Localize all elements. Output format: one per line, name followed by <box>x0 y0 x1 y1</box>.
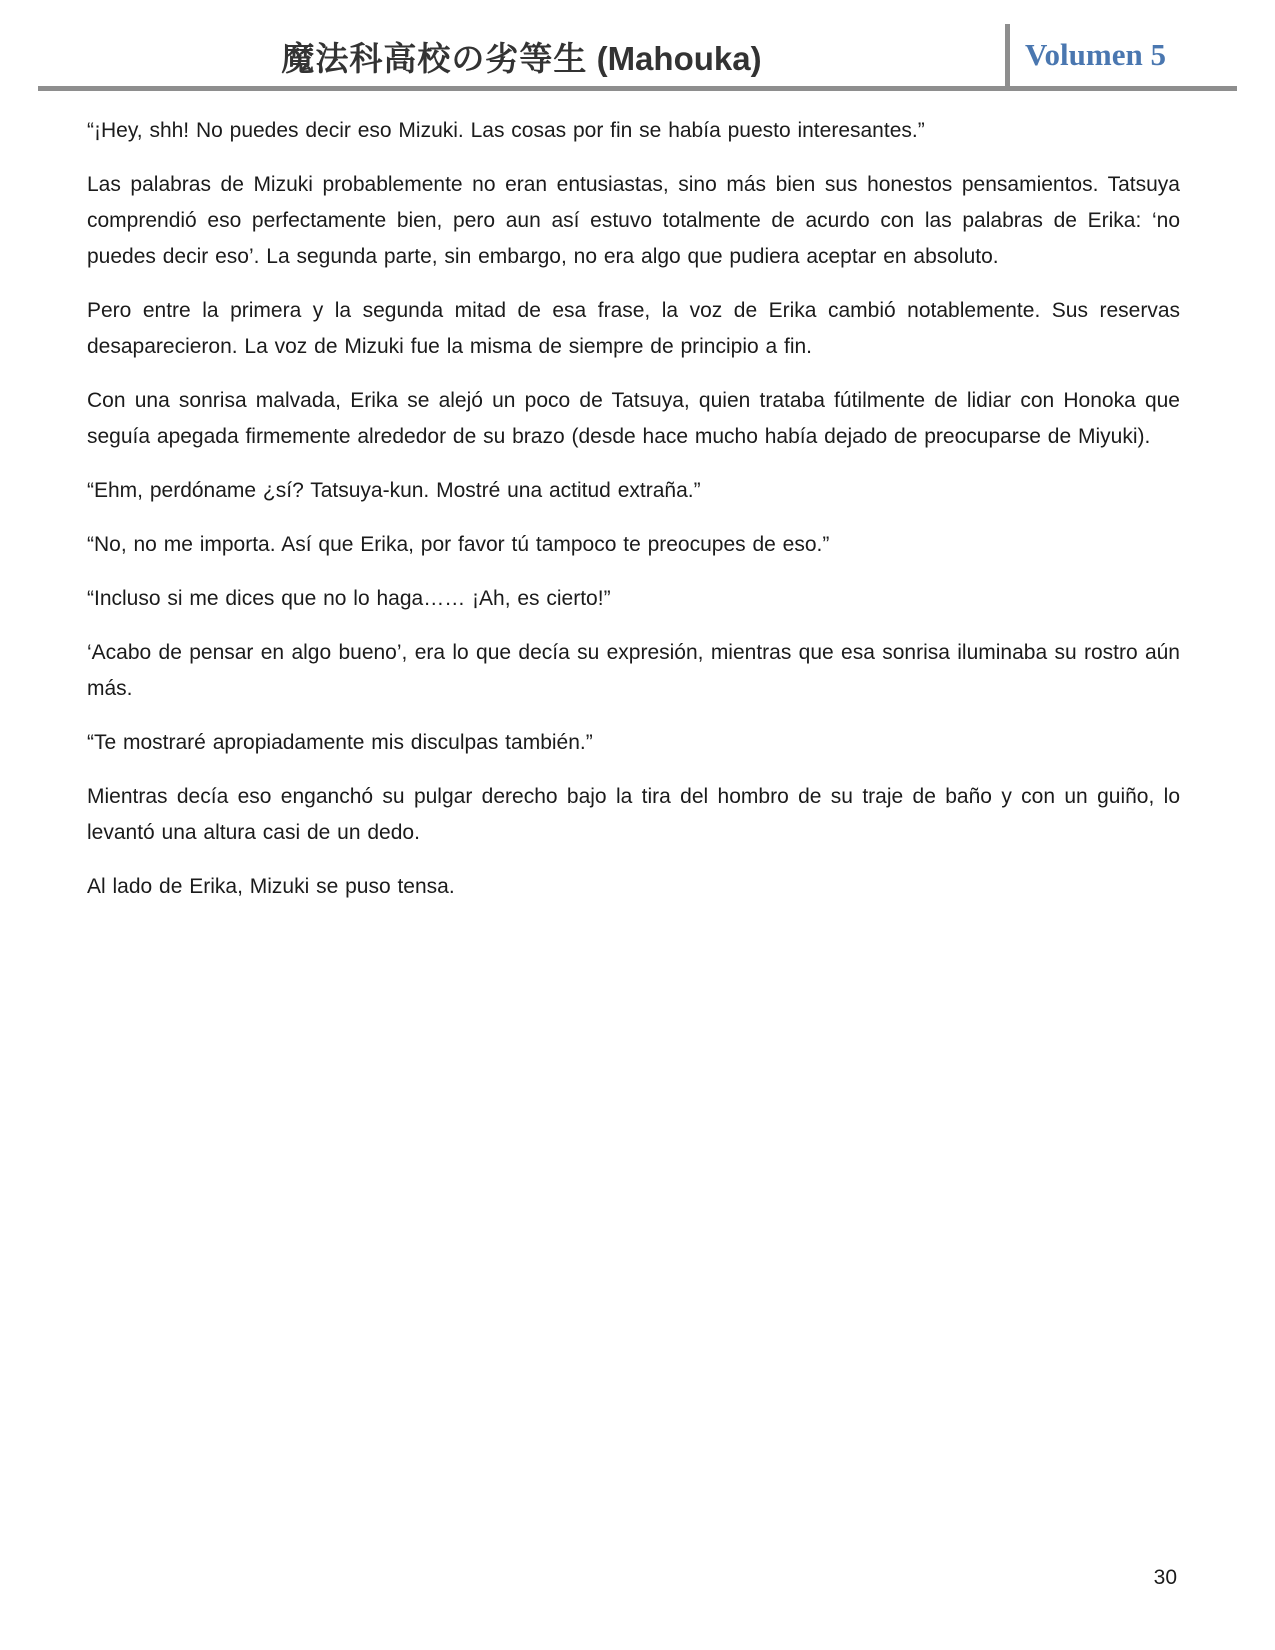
volume-label-box <box>1005 24 1237 86</box>
paragraph: “¡Hey, shh! No puedes decir eso Mizuki. Las cosas por fin se había puesto interesantes.” <box>87 119 925 142</box>
paragraph: Las palabras de Mizuki probablemente no eran entusiastas, sino más bien sus honestos pensamientos. Tatsuya comprendió eso perfectamente bien, pero aun así estuvo totalmente de acurdo con las palabras de Erika: ‘no puedes decir eso’. La segunda parte, sin embargo, no era algo que pudiera aceptar en absoluto. <box>87 173 1180 268</box>
paragraph: Mientras decía eso enganchó su pulgar derecho bajo la tira del hombro de su traje de baño y con un guiño, lo levantó una altura casi de un dedo. <box>87 785 1180 844</box>
paragraph: Al lado de Erika, Mizuki se puso tensa. <box>87 875 455 898</box>
page-footer <box>1154 1566 1177 1590</box>
title-latin: (Mahouka) <box>596 40 762 77</box>
paragraph: Con una sonrisa malvada, Erika se alejó un poco de Tatsuya, quien trataba fútilmente de lidiar con Honoka que seguía apegada firmemente alrededor de su brazo (desde hace mucho había dejado de preocuparse de Miyuki). <box>87 389 1180 448</box>
paragraph: “No, no me importa. Así que Erika, por favor tú tampoco te preocupes de eso.” <box>87 533 830 556</box>
paragraph: “Ehm, perdóname ¿sí? Tatsuya-kun. Mostré una actitud extraña.” <box>87 479 701 502</box>
page-title <box>38 33 1005 86</box>
paragraph: “Incluso si me dices que no lo haga…… ¡Ah, es cierto!” <box>87 587 611 610</box>
page-body <box>0 91 1275 905</box>
paragraph: ‘Acabo de pensar en algo bueno’, era lo que decía su expresión, mientras que esa sonrisa iluminaba su rostro aún más. <box>87 641 1180 700</box>
page-number: 30 <box>1153 1566 1177 1589</box>
title-japanese: 魔法科高校の劣等生 <box>281 42 588 78</box>
volume-label: Volumen 5 <box>1025 37 1166 72</box>
page-header <box>38 0 1237 91</box>
paragraph: “Te mostraré apropiadamente mis disculpas también.” <box>87 731 593 754</box>
paragraph: Pero entre la primera y la segunda mitad de esa frase, la voz de Erika cambió notablemente. Sus reservas desaparecieron. La voz de Mizuki fue la misma de siempre de principio a fin. <box>87 299 1180 358</box>
